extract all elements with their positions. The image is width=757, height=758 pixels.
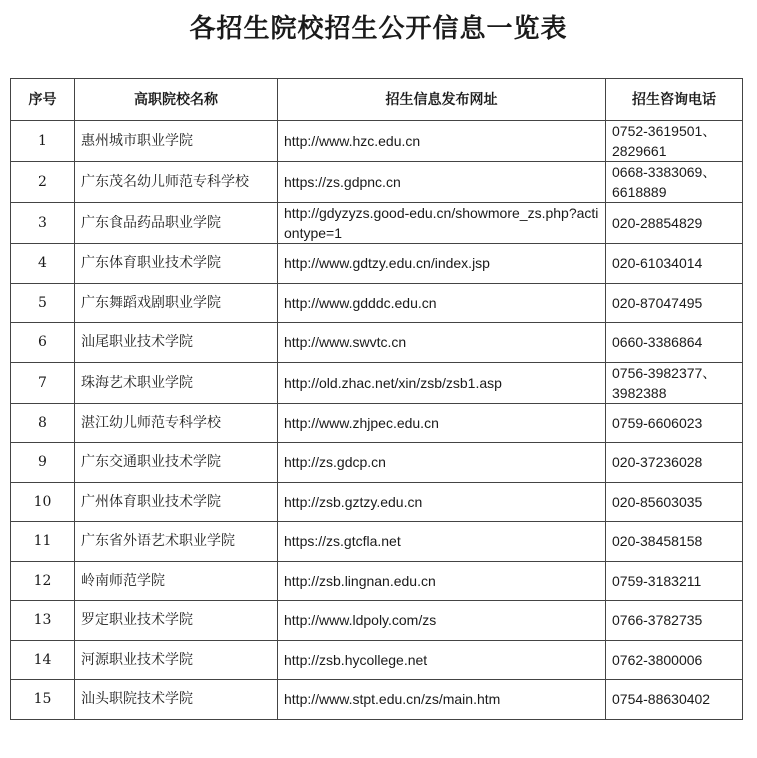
phone-number: 020-61034014	[606, 244, 743, 284]
table-row	[11, 561, 743, 601]
url-link[interactable]: https://zs.gtcfla.net	[278, 522, 606, 562]
url-link[interactable]: http://www.gdddc.edu.cn	[278, 283, 606, 323]
phone-number: 0752-3619501、2829661	[606, 121, 743, 162]
college-name: 广东茂名幼儿师范专科学校	[75, 162, 278, 203]
phone-number: 0759-6606023	[606, 403, 743, 443]
college-name: 广东食品药品职业学院	[75, 203, 278, 244]
table-row	[11, 482, 743, 522]
phone-number: 020-38458158	[606, 522, 743, 562]
table-row	[11, 601, 743, 641]
college-name: 罗定职业技术学院	[75, 601, 278, 641]
row-index: 13	[11, 601, 75, 641]
table-header-row	[11, 79, 743, 121]
url-link[interactable]: http://www.gdtzy.edu.cn/index.jsp	[278, 244, 606, 284]
phone-number: 0668-3383069、6618889	[606, 162, 743, 203]
url-link[interactable]: http://zsb.hycollege.net	[278, 640, 606, 680]
table-row	[11, 403, 743, 443]
college-name: 汕头职院技术学院	[75, 680, 278, 720]
phone-number: 020-85603035	[606, 482, 743, 522]
row-index: 12	[11, 561, 75, 601]
colleges-table	[10, 78, 743, 720]
header-index: 序号	[11, 79, 75, 121]
row-index: 8	[11, 403, 75, 443]
url-link[interactable]: http://gdyzyzs.good-edu.cn/showmore_zs.php?actiontype=1	[278, 203, 606, 244]
row-index: 7	[11, 362, 75, 403]
url-link[interactable]: http://www.hzc.edu.cn	[278, 121, 606, 162]
phone-number: 020-87047495	[606, 283, 743, 323]
url-link[interactable]: https://zs.gdpnc.cn	[278, 162, 606, 203]
row-index: 3	[11, 203, 75, 244]
college-name: 广东交通职业技术学院	[75, 443, 278, 483]
college-name: 广州体育职业技术学院	[75, 482, 278, 522]
college-name: 岭南师范学院	[75, 561, 278, 601]
url-link[interactable]: http://www.stpt.edu.cn/zs/main.htm	[278, 680, 606, 720]
table-row	[11, 362, 743, 403]
row-index: 2	[11, 162, 75, 203]
header-phone: 招生咨询电话	[606, 79, 743, 121]
row-index: 1	[11, 121, 75, 162]
table-row	[11, 323, 743, 363]
college-name: 湛江幼儿师范专科学校	[75, 403, 278, 443]
college-name: 广东体育职业技术学院	[75, 244, 278, 284]
phone-number: 0759-3183211	[606, 561, 743, 601]
row-index: 14	[11, 640, 75, 680]
row-index: 11	[11, 522, 75, 562]
url-link[interactable]: http://zs.gdcp.cn	[278, 443, 606, 483]
url-link[interactable]: http://zsb.gztzy.edu.cn	[278, 482, 606, 522]
table-row	[11, 680, 743, 720]
phone-number: 0762-3800006	[606, 640, 743, 680]
college-name: 汕尾职业技术学院	[75, 323, 278, 363]
page-title: 各招生院校招生公开信息一览表	[189, 14, 568, 44]
college-name: 广东省外语艺术职业学院	[75, 522, 278, 562]
table-row	[11, 203, 743, 244]
row-index: 5	[11, 283, 75, 323]
phone-number: 0660-3386864	[606, 323, 743, 363]
header-college-name: 高职院校名称	[75, 79, 278, 121]
url-link[interactable]: http://www.ldpoly.com/zs	[278, 601, 606, 641]
phone-number: 020-28854829	[606, 203, 743, 244]
phone-number: 0766-3782735	[606, 601, 743, 641]
url-link[interactable]: http://www.swvtc.cn	[278, 323, 606, 363]
table-row	[11, 640, 743, 680]
table-row	[11, 443, 743, 483]
college-name: 珠海艺术职业学院	[75, 362, 278, 403]
table-row	[11, 522, 743, 562]
url-link[interactable]: http://www.zhjpec.edu.cn	[278, 403, 606, 443]
phone-number: 0754-88630402	[606, 680, 743, 720]
row-index: 15	[11, 680, 75, 720]
college-name: 惠州城市职业学院	[75, 121, 278, 162]
college-name: 广东舞蹈戏剧职业学院	[75, 283, 278, 323]
row-index: 9	[11, 443, 75, 483]
row-index: 10	[11, 482, 75, 522]
table-row	[11, 283, 743, 323]
header-url: 招生信息发布网址	[278, 79, 606, 121]
row-index: 6	[11, 323, 75, 363]
phone-number: 020-37236028	[606, 443, 743, 483]
url-link[interactable]: http://old.zhac.net/xin/zsb/zsb1.asp	[278, 362, 606, 403]
table-row	[11, 162, 743, 203]
url-link[interactable]: http://zsb.lingnan.edu.cn	[278, 561, 606, 601]
table-row	[11, 121, 743, 162]
table-row	[11, 244, 743, 284]
row-index: 4	[11, 244, 75, 284]
phone-number: 0756-3982377、3982388	[606, 362, 743, 403]
college-name: 河源职业技术学院	[75, 640, 278, 680]
